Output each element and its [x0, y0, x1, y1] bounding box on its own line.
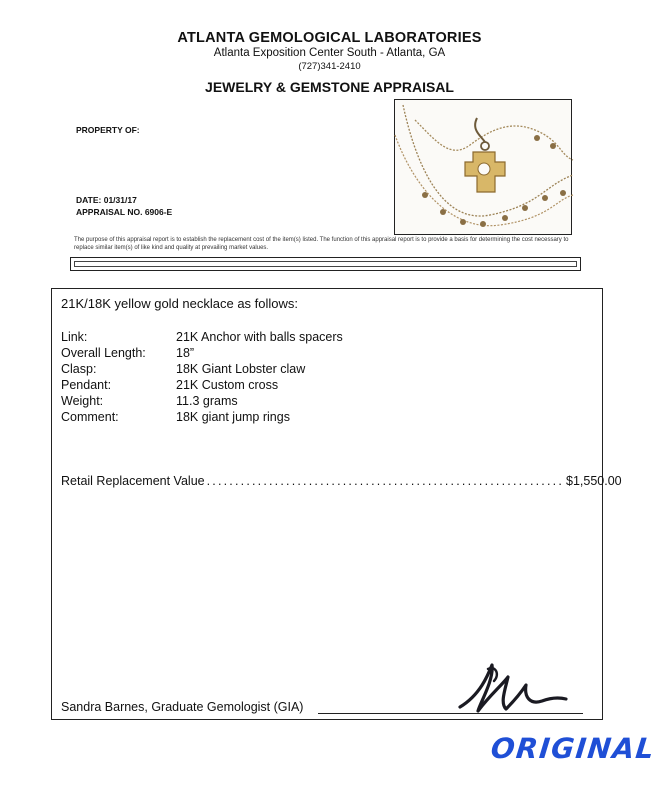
detail-value: 18K giant jump rings [176, 410, 290, 424]
property-of-label: PROPERTY OF: [76, 125, 140, 135]
property-of-row [76, 125, 140, 135]
detail-label: Clasp: [61, 362, 97, 376]
signer-name: Sandra Barnes, Graduate Gemologist (GIA) [61, 700, 304, 714]
necklace-photo [394, 99, 572, 235]
detail-value: 18” [176, 346, 195, 360]
decorative-double-bar [70, 257, 581, 271]
retail-replacement-value-row [61, 474, 622, 488]
retail-replacement-value-label: Retail Replacement Value [61, 474, 205, 488]
item-intro: 21K/18K yellow gold necklace as follows: [61, 296, 299, 311]
detail-label: Comment: [61, 410, 119, 424]
handwritten-signature [450, 655, 570, 722]
detail-value: 21K Custom cross [176, 378, 279, 392]
appraisal-number-label: APPRAISAL NO. [76, 207, 143, 217]
signature-scribble [450, 655, 570, 717]
purpose-statement: The purpose of this appraisal report is to establish the replacement cost of the item(s) listed. The function of this appraisal report is to provide a basis for determining the cost necessary to replace similar item(s) of like kind and quality at prevailing market values. [74, 237, 569, 251]
lab-name: ATLANTA GEMOLOGICAL LABORATORIES [177, 30, 482, 46]
original-stamp: ORIGINAL [489, 732, 657, 765]
detail-value: 11.3 grams [176, 394, 238, 408]
detail-value: 18K Giant Lobster claw [176, 362, 306, 376]
detail-label: Overall Length: [61, 346, 146, 360]
detail-label: Link: [61, 330, 88, 344]
document-title: JEWELRY & GEMSTONE APPRAISAL [205, 79, 454, 95]
date-row [76, 195, 137, 205]
detail-value: 21K Anchor with balls spacers [176, 330, 343, 344]
lab-address: Atlanta Exposition Center South - Atlanta, GA [213, 47, 446, 59]
retail-replacement-value-amount: $1,550.00 [566, 474, 622, 488]
detail-label: Pendant: [61, 378, 112, 392]
appraisal-number-row [76, 207, 172, 217]
date-label: DATE: [76, 195, 102, 205]
date-value: 01/31/17 [103, 195, 137, 205]
appraisal-number-value: 6906-E [144, 207, 173, 217]
lab-phone: (727)341-2410 [298, 61, 361, 72]
necklace-photo-illustration [395, 100, 573, 236]
dot-leader: ............................................................... [206, 474, 565, 488]
decorative-inner-bar [74, 261, 577, 267]
detail-label: Weight: [61, 394, 104, 408]
